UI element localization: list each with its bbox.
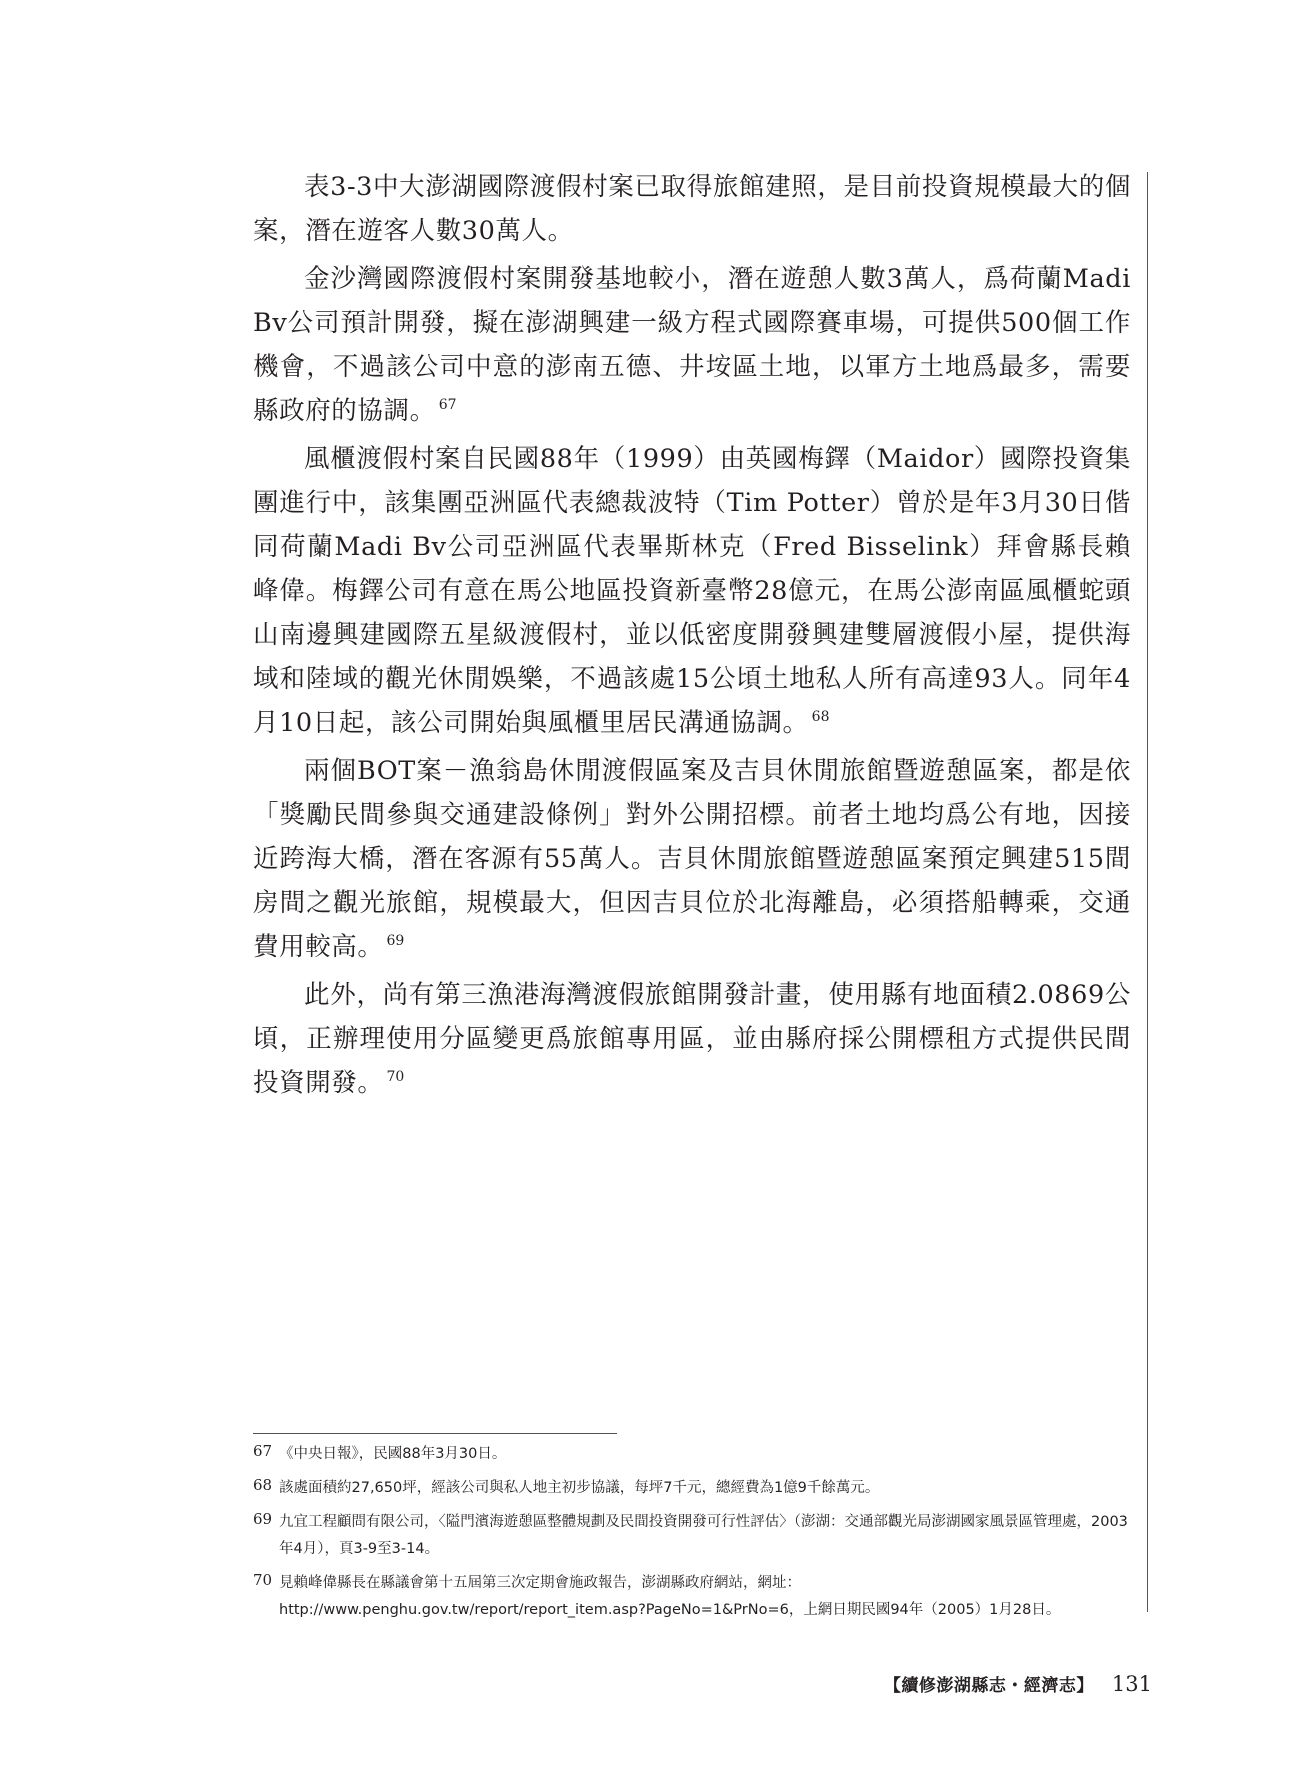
footnote (253, 1472, 1138, 1502)
footnote-ref[interactable]: 69 (386, 933, 405, 949)
footnote-number: 67 (253, 1442, 273, 1460)
paragraph (253, 749, 1131, 969)
footnote (253, 1438, 1138, 1468)
paragraph-text: 金沙灣國際渡假村案開發基地較小，潛在遊憩人數3萬人，爲荷蘭Madi Bv公司預計開發，擬在澎湖興建一級方程式國際賽車場，可提供500個工作機會，不過該公司中意的澎南五德、井垵區土地，以軍方土地爲最多，需要縣政府的協調。 (253, 264, 1131, 426)
footnote-ref[interactable]: 70 (386, 1069, 405, 1085)
page-footer (884, 1671, 1152, 1696)
paragraph-text: 此外，尚有第三漁港海灣渡假旅館開發計畫，使用縣有地面積2.0869公頃，正辦理使用分區變更爲旅館專用區，並由縣府採公開標租方式提供民間投資開發。 (253, 980, 1131, 1098)
paragraph (253, 437, 1131, 745)
footnote-number: 68 (253, 1476, 273, 1494)
footnote (253, 1506, 1138, 1563)
footnotes (253, 1438, 1138, 1628)
footnote-text: 該處面積約27,650坪，經該公司與私人地主初步協議，每坪7千元，總經費為1億9千餘萬元。 (279, 1480, 880, 1496)
main-text (253, 165, 1131, 1109)
footnote (253, 1567, 1138, 1624)
margin-rule (1147, 172, 1148, 1612)
footnote-number: 69 (253, 1510, 273, 1528)
paragraph-text: 風櫃渡假村案自民國88年（1999）由英國梅鐸（Maidor）國際投資集團進行中，該集團亞洲區代表總裁波特（Tim Potter）曾於是年3月30日偕同荷蘭Madi Bv公司亞洲區代表畢斯林克（Fred Bisselink）拜會縣長賴峰偉。梅鐸公司有意在馬公地區投資新臺幣28億元，在馬公澎南區風櫃蛇頭山南邊興建國際五星級渡假村，並以低密度開發興建雙層渡假小屋，提供海域和陸域的觀光休閒娛樂，不過該處15公頃土地私人所有高達93人。同年4月10日起，該公司開始與風櫃里居民溝通協調。 (253, 444, 1131, 738)
footnote-ref[interactable]: 68 (811, 709, 830, 725)
paragraph (253, 973, 1131, 1105)
footnote-divider (253, 1433, 617, 1434)
book-title: 【續修澎湖縣志・經濟志】 (883, 1676, 1094, 1696)
paragraph-text: 表3-3中大澎湖國際渡假村案已取得旅館建照，是目前投資規模最大的個案，潛在遊客人數30萬人。 (253, 172, 1131, 246)
footnote-ref[interactable]: 67 (438, 397, 457, 413)
paragraph (253, 165, 1131, 253)
page-number: 131 (1111, 1672, 1152, 1696)
footnote-text: 九宜工程顧問有限公司，〈隘門濱海遊憩區整體規劃及民間投資開發可行性評估〉（澎湖：交通部觀光局澎湖國家風景區管理處，2003年4月），頁3-9至3-14。 (279, 1514, 1128, 1557)
footnote-number: 70 (253, 1571, 273, 1589)
paragraph-text: 兩個BOT案－漁翁島休閒渡假區案及吉貝休閒旅館暨遊憩區案，都是依「獎勵民間參與交通建設條例」對外公開招標。前者土地均爲公有地，因接近跨海大橋，潛在客源有55萬人。吉貝休閒旅館暨遊憩區案預定興建515間房間之觀光旅館，規模最大，但因吉貝位於北海離島，必須搭船轉乘，交通費用較高。 (253, 756, 1131, 962)
paragraph (253, 257, 1131, 433)
footnote-text: 《中央日報》，民國88年3月30日。 (279, 1446, 507, 1462)
footnote-text: 見賴峰偉縣長在縣議會第十五屆第三次定期會施政報告，澎湖縣政府網站，網址：http://www.penghu.gov.tw/report/report_item.asp?PageNo=1&PrNo=6，上網日期民國94年（2005）1月28日。 (279, 1575, 1061, 1618)
